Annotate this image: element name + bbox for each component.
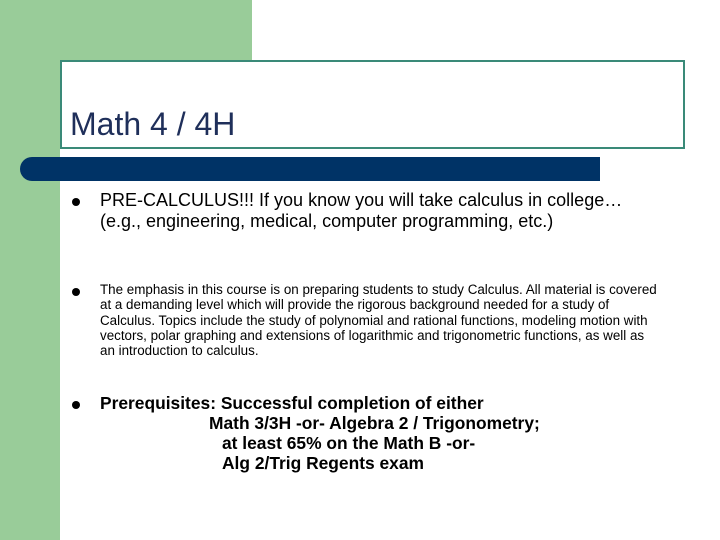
prerequisites-text bbox=[100, 393, 662, 473]
bullet-item-prerequisites bbox=[72, 393, 662, 477]
bullet-dot-icon bbox=[72, 288, 80, 296]
prerequisites-line: Alg 2/Trig Regents exam bbox=[222, 453, 424, 473]
prerequisites-line: at least 65% on the Math B -or- bbox=[222, 433, 476, 453]
prerequisites-line: Prerequisites: Successful completion of either bbox=[100, 393, 484, 413]
slide-title: Math 4 / 4H bbox=[70, 106, 236, 142]
prerequisites-line: Math 3/3H -or- Algebra 2 / Trigonometry; bbox=[209, 413, 540, 433]
bullet-text: The emphasis in this course is on preparing students to study Calculus. All material is covered at a demanding level which will provide the rigorous background needed for a study of Calculus. Topics include the study of polynomial and rational functions, modeling motion with vectors, polar graphing and extensions of logarithmic and trigonometric functions, as well as an introduction to calculus. bbox=[100, 282, 657, 359]
bullet-dot-icon bbox=[72, 401, 80, 409]
title-frame bbox=[60, 60, 685, 149]
title-underline-bar bbox=[20, 157, 600, 181]
green-accent-horizontal bbox=[0, 0, 252, 60]
bullet-dot-icon bbox=[72, 198, 80, 206]
green-accent-vertical bbox=[0, 0, 60, 540]
bullet-item-precalculus bbox=[72, 190, 662, 256]
bullet-text: PRE-CALCULUS!!! If you know you will take calculus in college…(e.g., engineering, medical, computer programming, etc.) bbox=[100, 190, 623, 231]
bullet-item-course-description bbox=[72, 282, 662, 378]
